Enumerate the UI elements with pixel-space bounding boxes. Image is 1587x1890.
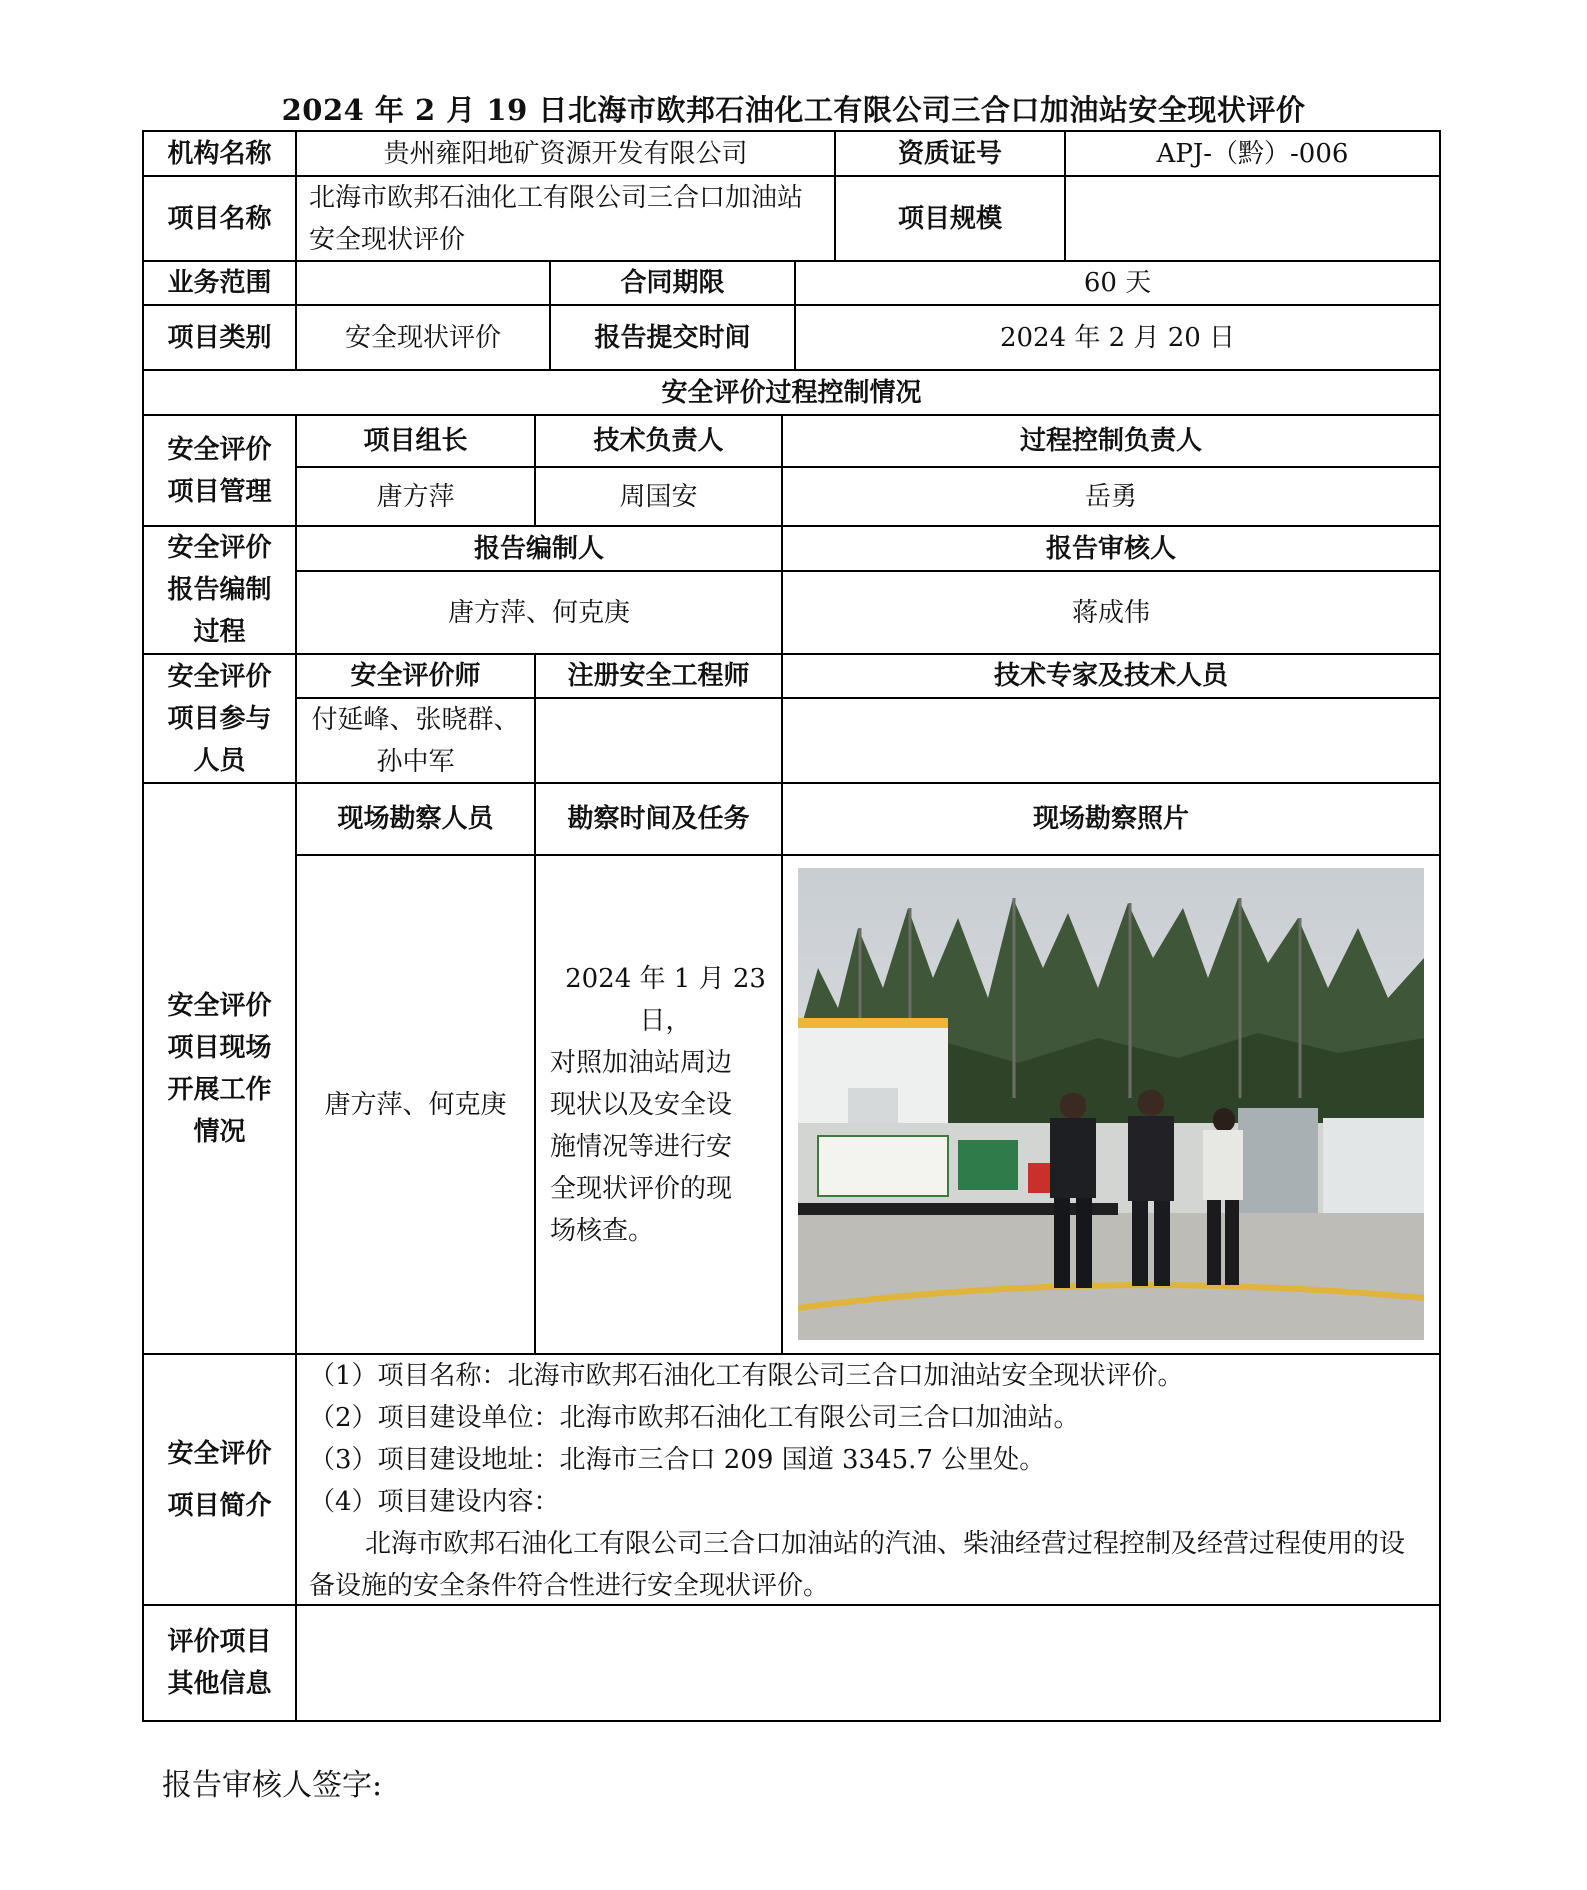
other-value (297, 1606, 1439, 1720)
site-task-line: 施情况等进行安 (550, 1131, 733, 1162)
site-survey-photo (798, 868, 1424, 1340)
section-title: 安全评价过程控制情况 (661, 377, 922, 408)
type-label: 项目类别 (167, 322, 272, 353)
mgmt-process-value: 岳勇 (1084, 481, 1137, 512)
site-header-surveyors: 现场勘察人员 (337, 804, 494, 834)
site-task-line: 2024 年 1 月 23 日， (565, 963, 766, 1036)
participants-expert-value (783, 699, 1439, 782)
mgmt-header-leader: 项目组长 (363, 426, 468, 456)
submit-value: 2024 年 2 月 20 日 (999, 322, 1236, 353)
intro-label-line: 安全评价 (167, 1438, 272, 1469)
intro-label (144, 1355, 295, 1604)
site-label-line: 情况 (193, 1116, 246, 1147)
signature-label: 报告审核人签字: (162, 1768, 383, 1803)
site-task-line: 对照加油站周边 (550, 1047, 733, 1078)
other-label-line: 评价项目 (167, 1627, 272, 1657)
intro-line: （2）项目建设单位：北海市欧邦石油化工有限公司三合口加油站。 (309, 1403, 1080, 1433)
participants-engineer-value (536, 699, 781, 782)
participants-label (144, 655, 295, 782)
participants-header-engineer: 注册安全工程师 (567, 661, 750, 691)
report-label-line: 安全评价 (167, 533, 272, 563)
site-label-line: 安全评价 (167, 990, 272, 1021)
site-surveyors-value: 唐方萍、何克庚 (324, 1089, 507, 1120)
participants-label-line: 项目参与 (167, 703, 272, 734)
mgmt-leader-value: 唐方萍 (376, 481, 455, 512)
participants-evaluator-value (297, 699, 534, 782)
project-name-value: 北海市欧邦石油化工有限公司三合口加油站安全现状评价 (309, 182, 804, 255)
site-header-photo: 现场勘察照片 (1032, 804, 1189, 834)
report-author-value: 唐方萍、何克庚 (447, 597, 630, 628)
report-label-line: 过程 (193, 617, 246, 647)
report-header-reviewer: 报告审核人 (1045, 533, 1176, 564)
other-label (144, 1606, 295, 1720)
intro-line: （1）项目名称：北海市欧邦石油化工有限公司三合口加油站安全现状评价。 (309, 1361, 1184, 1391)
project-scale-value (1066, 177, 1439, 260)
intro-line: （3）项目建设地址：北海市三合口 209 国道 3345.7 公里处。 (309, 1445, 1046, 1475)
intro-label-line: 项目简介 (167, 1490, 272, 1521)
site-task-line: 现状以及安全设 (550, 1089, 733, 1120)
participants-label-line: 人员 (193, 745, 246, 776)
cert-value: APJ-（黔）-006 (1156, 138, 1349, 169)
report-reviewer-value: 蒋成伟 (1071, 597, 1150, 628)
type-value: 安全现状评价 (344, 322, 501, 353)
site-label-line: 项目现场 (167, 1032, 272, 1063)
report-label-line: 报告编制 (167, 575, 272, 605)
project-scale-label: 项目规模 (897, 203, 1002, 234)
other-label-line: 其他信息 (167, 1669, 272, 1699)
scope-value (297, 262, 549, 304)
site-task-value (536, 856, 781, 1353)
site-task-line: 场核查。 (550, 1215, 655, 1246)
participants-header-evaluator: 安全评价师 (350, 661, 481, 691)
intro-paragraph: 北海市欧邦石油化工有限公司三合口加油站的汽油、柴油经营过程控制及经营过程使用的设备设施的安全条件符合性进行安全现状评价。 (309, 1529, 1406, 1601)
submit-label: 报告提交时间 (594, 322, 751, 353)
intro-line: （4）项目建设内容： (309, 1487, 560, 1517)
report-header-author: 报告编制人 (473, 533, 604, 564)
org-value: 贵州雍阳地矿资源开发有限公司 (383, 138, 748, 169)
contract-value: 60 天 (1083, 268, 1152, 298)
page-title: 2024 年 2 月 19 日北海市欧邦石油化工有限公司三合口加油站安全现状评价 (281, 93, 1306, 127)
site-label (144, 784, 295, 1353)
mgmt-label-line: 安全评价 (167, 434, 272, 465)
org-label: 机构名称 (167, 138, 272, 169)
mgmt-label-line: 项目管理 (167, 476, 272, 507)
site-label-line: 开展工作 (167, 1074, 272, 1105)
project-name-label: 项目名称 (167, 203, 272, 234)
contract-label: 合同期限 (620, 268, 725, 298)
participants-evaluator-line: 孙中军 (376, 746, 455, 777)
intro-content (309, 1355, 1429, 1607)
participants-evaluator-line: 付延峰、张晓群、 (311, 704, 520, 735)
cert-label: 资质证号 (897, 138, 1002, 169)
report-label (144, 527, 295, 653)
site-task-line: 全现状评价的现 (550, 1173, 733, 1204)
mgmt-header-tech: 技术负责人 (593, 426, 724, 456)
scope-label: 业务范围 (167, 268, 272, 298)
mgmt-header-process: 过程控制负责人 (1019, 426, 1202, 456)
mgmt-tech-value: 周国安 (619, 481, 698, 512)
mgmt-label (144, 416, 295, 525)
participants-header-expert: 技术专家及技术人员 (993, 661, 1228, 691)
site-header-task: 勘察时间及任务 (567, 804, 750, 834)
participants-label-line: 安全评价 (167, 661, 272, 692)
